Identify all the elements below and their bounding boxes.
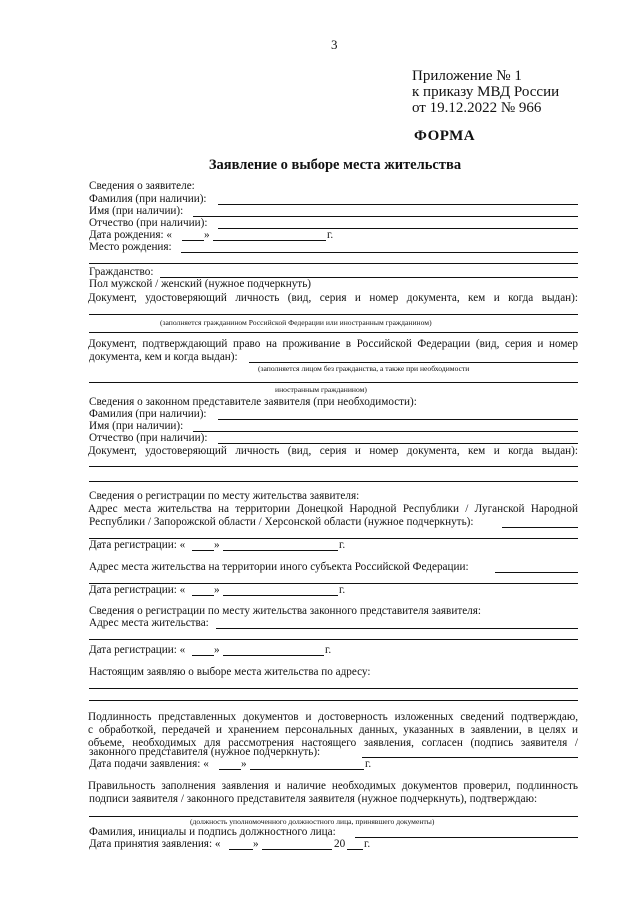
residence-doc-label-1: Документ, подтверждающий право на проживание в Российской Федерации (вид, серия и номер [88, 338, 578, 350]
rep-registration-date-month-year-field[interactable] [223, 655, 324, 656]
other-registration-date-quote: » [214, 584, 220, 596]
statement-address-field-2[interactable] [89, 700, 578, 701]
registration-date-label: Дата регистрации: « [89, 539, 186, 551]
official-line-1: Правильность заполнения заявления и наличие необходимых документов проверил, подлинность [88, 780, 578, 792]
applicant-section-label: Сведения о заявителе: [89, 180, 195, 192]
applicant-birthplace-field[interactable] [181, 252, 578, 253]
appendix-line-2: к приказу МВД России [412, 84, 560, 100]
rep-address-label: Адрес места жительства: [89, 617, 209, 629]
representative-surname-field[interactable] [218, 419, 578, 420]
other-registration-date-year-suffix: г. [339, 584, 346, 596]
other-address-label: Адрес места жительства на территории иного субъекта Российской Федерации: [89, 561, 469, 573]
submit-date-day-field[interactable] [219, 769, 241, 770]
submit-date-quote: » [241, 758, 247, 770]
other-registration-date-month-year-field[interactable] [223, 595, 338, 596]
rep-registration-section-label: Сведения о регистрации по месту жительства законного представителя заявителя: [89, 605, 482, 617]
other-registration-date-day-field[interactable] [192, 595, 214, 596]
registration-section-label: Сведения о регистрации по месту жительства заявителя: [89, 490, 360, 502]
representative-patronymic-label: Отчество (при наличии): [89, 432, 208, 444]
applicant-dob-day-field[interactable] [182, 240, 204, 241]
confirmation-line-2: с обработкой, передачей и хранением персональных данных, указанных в заявлении, в целях и [88, 724, 578, 736]
applicant-dob-month-year-field[interactable] [213, 240, 326, 241]
registration-date-year-suffix: г. [339, 539, 346, 551]
statement-address-field[interactable] [89, 688, 578, 689]
applicant-patronymic-label: Отчество (при наличии): [89, 217, 208, 229]
representative-section-label: Сведения о законном представителе заявителя (при необходимости): [89, 396, 417, 408]
applicant-surname-field[interactable] [218, 204, 578, 205]
other-address-field[interactable] [495, 572, 578, 573]
applicant-id-doc-field-2[interactable] [89, 332, 578, 333]
form-title: Заявление о выборе места жительства [208, 157, 462, 173]
applicant-id-doc-note: (заполняется гражданином Российской Федерации или иностранным гражданином) [160, 318, 432, 327]
applicant-signature-field[interactable] [362, 757, 578, 758]
applicant-sex-label[interactable]: Пол мужской / женский (нужное подчеркнуть) [89, 278, 312, 290]
official-signature-field[interactable] [355, 837, 578, 838]
rep-registration-date-year-suffix: г. [325, 644, 332, 656]
accept-date-month-field[interactable] [262, 849, 332, 850]
representative-id-doc-field-2[interactable] [89, 481, 578, 482]
form-label: ФОРМА [414, 128, 476, 144]
representative-id-doc-label: Документ, удостоверяющий личность (вид, серия и номер документа, кем и когда выдан): [88, 445, 578, 457]
applicant-name-field[interactable] [193, 216, 578, 217]
accept-date-year-suffix: г. [364, 838, 371, 850]
rep-registration-date-label: Дата регистрации: « [89, 644, 186, 656]
residence-doc-field-2[interactable] [89, 382, 578, 383]
applicant-birthplace-field-2[interactable] [89, 263, 578, 264]
residence-doc-field[interactable] [249, 362, 578, 363]
applicant-patronymic-field[interactable] [218, 228, 578, 229]
registration-address-label-2: Республики / Запорожской области / Херсонской области (нужное подчеркнуть): [89, 516, 474, 528]
registration-address-label-1: Адрес места жительства на территории Донецкой Народной Республики / Луганской Народной [88, 503, 578, 515]
rep-address-field-2[interactable] [89, 639, 578, 640]
submit-date-label: Дата подачи заявления: « [89, 758, 209, 770]
applicant-id-doc-field[interactable] [89, 314, 578, 315]
rep-registration-date-day-field[interactable] [192, 655, 214, 656]
residence-doc-label-2: документа, кем и когда выдан): [89, 351, 238, 363]
page-number: 3 [331, 37, 338, 52]
appendix-line-3: от 19.12.2022 № 966 [412, 100, 542, 116]
other-registration-date-label: Дата регистрации: « [89, 584, 186, 596]
rep-address-field[interactable] [216, 628, 578, 629]
accept-date-year-field[interactable] [347, 849, 363, 850]
applicant-dob-year-suffix: г. [327, 229, 334, 241]
accept-date-label: Дата принятия заявления: « [89, 838, 221, 850]
confirmation-line-1: Подлинность представленных документов и достоверность изложенных сведений подтверждаю, [88, 711, 578, 723]
appendix-line-1: Приложение № 1 [412, 68, 522, 84]
registration-date-quote: » [214, 539, 220, 551]
applicant-dob-label: Дата рождения: « [89, 229, 173, 241]
statement-label: Настоящим заявляю о выборе места жительства по адресу: [89, 666, 371, 678]
applicant-citizenship-label: Гражданство: [89, 266, 154, 278]
registration-date-month-year-field[interactable] [223, 550, 338, 551]
official-line-2: подписи заявителя / законного представителя заявителя (нужное подчеркнуть), подтверждаю: [89, 793, 538, 805]
accept-date-day-field[interactable] [229, 849, 253, 850]
representative-name-label: Имя (при наличии): [89, 420, 184, 432]
applicant-birthplace-label: Место рождения: [89, 241, 172, 253]
official-signature-label: Фамилия, инициалы и подпись должностного лица: [89, 826, 336, 838]
confirmation-line-3: объеме, необходимых для рассмотрения настоящего заявления, согласен (подпись заявителя / [88, 737, 578, 749]
representative-name-field[interactable] [193, 431, 578, 432]
applicant-surname-label: Фамилия (при наличии): [89, 193, 207, 205]
official-position-note: (должность уполномоченного должностного лица, принявшего документы) [190, 817, 435, 826]
representative-surname-label: Фамилия (при наличии): [89, 408, 207, 420]
accept-date-quote: » [253, 838, 259, 850]
rep-registration-date-quote: » [214, 644, 220, 656]
applicant-name-label: Имя (при наличии): [89, 205, 184, 217]
residence-doc-note-1: (заполняется лицом без гражданства, а также при необходимости [258, 364, 470, 373]
registration-address-field[interactable] [502, 527, 578, 528]
submit-date-year-suffix: г. [365, 758, 372, 770]
confirmation-line-4: законного представителя (нужное подчеркнуть): [89, 746, 321, 758]
residence-doc-note-2: иностранным гражданином) [275, 385, 367, 394]
accept-date-century: 20 [334, 838, 346, 850]
submit-date-month-year-field[interactable] [250, 769, 364, 770]
representative-id-doc-field[interactable] [89, 466, 578, 467]
registration-date-day-field[interactable] [192, 550, 214, 551]
applicant-id-doc-label: Документ, удостоверяющий личность (вид, серия и номер документа, кем и когда выдан): [88, 292, 578, 304]
applicant-dob-quote: » [204, 229, 210, 241]
representative-patronymic-field[interactable] [218, 443, 578, 444]
